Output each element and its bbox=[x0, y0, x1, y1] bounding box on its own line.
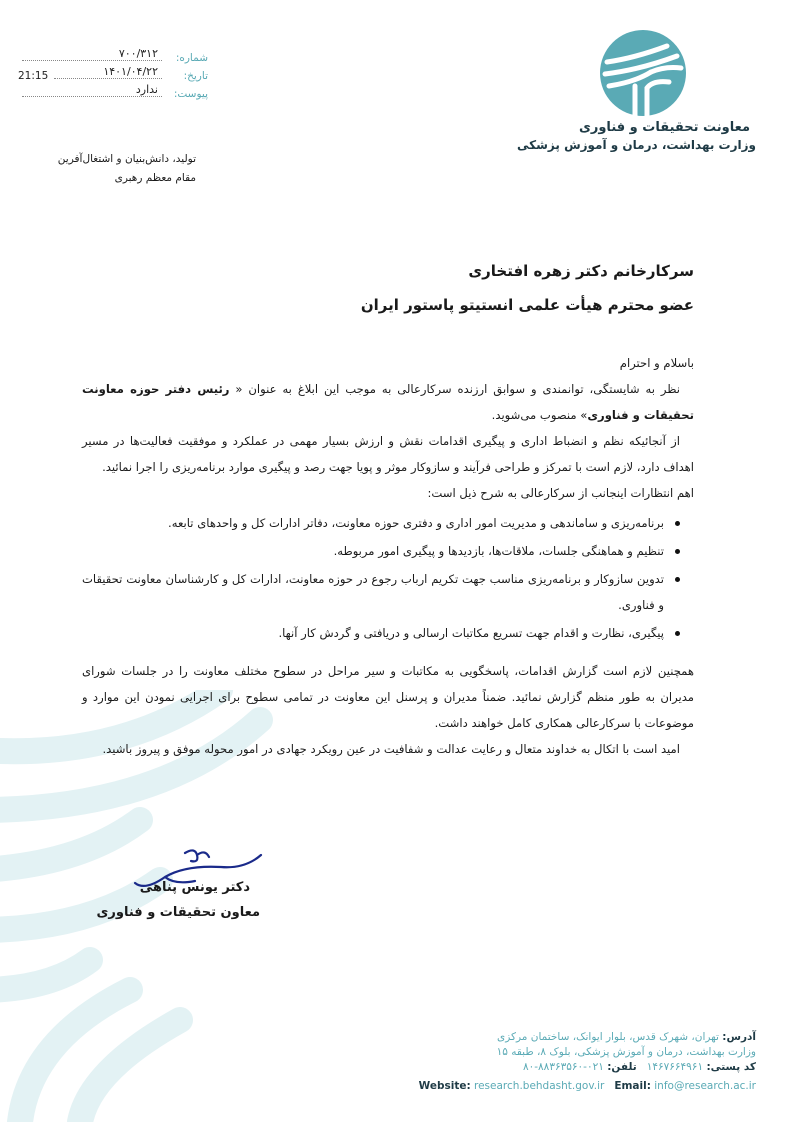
address-line-2: وزارت بهداشت، درمان و آموزش پزشکی، بلوک ۸، طبقه ۱۵ bbox=[496, 1046, 756, 1058]
paragraph-reporting: همچنین لازم است گزارش اقدامات، پاسخگویی به مکاتبات و سیر مراحل در سطوح مختلف معاونت را در جلسات شورای مدیران به طور منظم گزارش نمائید. ضمناً مدیران و پرسنل این معاونت در تمامی سطوح برای اجرایی نمودن این موارد و موضوعات با سرکارعالی همکاری کامل خواهند داشت. bbox=[82, 664, 694, 730]
bullet-icon bbox=[675, 577, 680, 582]
time-value: 21:15 bbox=[18, 70, 49, 82]
recipient-block bbox=[361, 254, 694, 322]
contact-line bbox=[376, 1060, 756, 1075]
list-item: تنظیم و هماهنگی جلسات، ملاقات‌ها، بازدیدها و پیگیری امور مربوطه. bbox=[82, 538, 680, 564]
motto-attribution: مقام معظم رهبری bbox=[114, 172, 196, 184]
letter-body bbox=[82, 350, 694, 762]
appointment-text-1: نظر به شایستگی، توانمندی و سوابق ارزنده سرکارعالی به موجب این ابلاغ به عنوان « bbox=[229, 382, 680, 396]
website-link[interactable]: research.behdasht.gov.ir bbox=[474, 1080, 605, 1092]
number-value: ۷۰۰/۳۱۲ bbox=[118, 47, 158, 60]
paragraph-appointment bbox=[82, 376, 694, 428]
email-label: Email: bbox=[614, 1080, 651, 1092]
letter-footer bbox=[376, 1030, 756, 1094]
phone-label: تلفن: bbox=[607, 1061, 637, 1073]
list-item: برنامه‌ریزی و ساماندهی و مدیریت امور اداری و دفتری حوزه معاونت، دفاتر ادارات کل و واحدهای تابعه. bbox=[82, 510, 680, 536]
list-item: تدوین سازوکار و برنامه‌ریزی مناسب جهت تکریم ارباب رجوع در حوزه معاونت، ادارات کل و کارشناسان معاونت تحقیقات و فناوری. bbox=[82, 566, 680, 618]
meta-attachment-row bbox=[18, 83, 208, 104]
website-label: Website: bbox=[418, 1080, 471, 1092]
bullet-icon bbox=[675, 521, 680, 526]
meta-date-row bbox=[18, 65, 208, 86]
list-item: پیگیری، نظارت و اقدام جهت تسریع مکاتبات ارسالی و دریافتی و گردش کار آنها. bbox=[82, 620, 680, 646]
paragraph-expectations-intro: اهم انتظارات اینجانب از سرکارعالی به شرح ذیل است: bbox=[427, 486, 694, 500]
appointment-text-2: » منصوب می‌شوید. bbox=[491, 408, 588, 422]
email-link[interactable]: info@research.ac.ir bbox=[654, 1080, 756, 1092]
motto-line: تولید، دانش‌بنیان و اشتغال‌آفرین bbox=[57, 153, 196, 165]
address-label: آدرس: bbox=[722, 1031, 756, 1043]
phone-value: ۰۲۱-۸۸۳۶۳۵۶۰-۸۰ bbox=[522, 1061, 604, 1073]
signatory-name: دکتر یونس پناهی bbox=[139, 880, 250, 895]
postal-label: کد پستی: bbox=[706, 1061, 756, 1073]
appointment-title: رئیس دفتر حوزه معاونت تحقیقات و فناوری bbox=[82, 382, 694, 422]
recipient-position: عضو محترم هیأت علمی انستیتو پاستور ایران bbox=[360, 296, 694, 314]
logo-subtitle: وزارت بهداشت، درمان و آموزش پزشکی bbox=[517, 138, 756, 152]
paragraph-closing: امید است با اتکال به خداوند متعال و رعایت عدالت و شفافیت در عین رویکرد جهادی در امور محوله موفق و پیروز باشید. bbox=[102, 742, 680, 756]
expectations-list bbox=[82, 510, 694, 646]
bullet-icon bbox=[675, 549, 680, 554]
motto-block bbox=[36, 150, 196, 188]
paragraph-discipline: از آنجائیکه نظم و انضباط اداری و پیگیری اقدامات نقش و ارزش بسیار مهمی در عملکرد و موفقیت فعالیت‌ها در مسیر اهداف دارد، لازم است با تمرکز و طراحی فرآیند و سازوکار موثر و پویا جهت رصد و پیگیری موارد برنامه‌ریزی را اجرا نمائید. bbox=[82, 434, 694, 474]
postal-value: ۱۴۶۷۶۶۴۹۶۱ bbox=[646, 1061, 704, 1073]
ministry-logo bbox=[540, 28, 740, 118]
bullet-icon bbox=[675, 631, 680, 636]
logo-title: معاونت تحقیقات و فناوری bbox=[578, 120, 750, 135]
date-value: ۱۴۰۱/۰۴/۲۲ bbox=[103, 65, 158, 78]
recipient-name: سرکارخانم دکتر زهره افتخاری bbox=[468, 262, 694, 280]
attachment-label: پیوست: bbox=[173, 88, 208, 100]
address-line-1: آدرس: تهران، شهرک قدس، بلوار ایوانک، ساختمان مرکزی bbox=[496, 1031, 756, 1043]
date-label: تاریخ: bbox=[183, 70, 208, 82]
tree-logo-icon bbox=[595, 28, 691, 118]
number-label: شماره: bbox=[175, 52, 208, 64]
greeting: باسلام و احترام bbox=[619, 356, 694, 370]
attachment-value: ندارد bbox=[135, 83, 158, 96]
signatory-title: معاون تحقیقات و فناوری bbox=[96, 905, 260, 920]
letter-meta bbox=[18, 47, 208, 104]
web-line bbox=[376, 1079, 756, 1094]
